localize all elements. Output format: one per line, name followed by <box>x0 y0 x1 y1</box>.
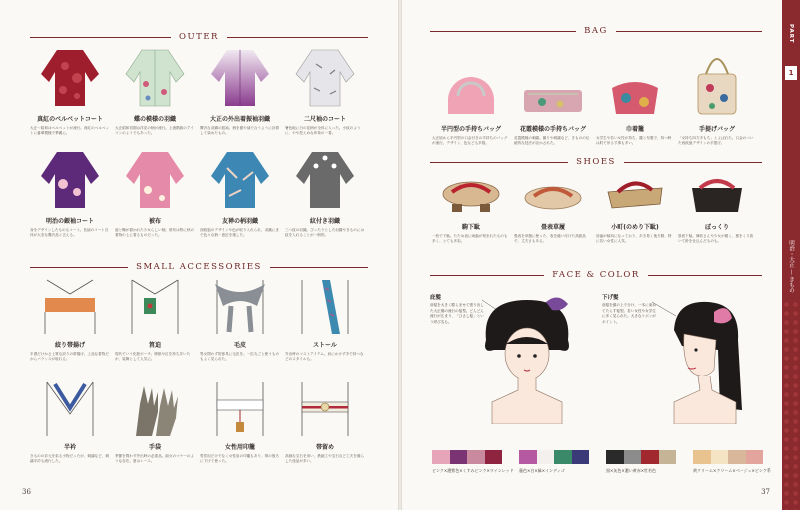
outer-item <box>115 146 195 244</box>
sagegami-desc: 前髪を顔の上で分け、一本に束ねてたらす髪型。若い女性や女学生に多く見られた。大きなリボンがポイント。 <box>602 303 656 324</box>
outer-item-desc: 身をデザインしたものもコート。長袖のコート自体が大変な贅沢品と言える。 <box>30 228 109 238</box>
bag-section-header <box>430 26 762 36</box>
hakoseko-illustration <box>122 276 188 336</box>
palette-swatches <box>432 450 502 464</box>
color-palette <box>519 450 589 474</box>
outer-item-desc: 三つ紋の羽織。ぴったりとした羽織やきものには紋を入れることが一般的。 <box>285 228 365 238</box>
outer-item-name: 明治の銀袖コート <box>45 218 94 225</box>
palette-swatches <box>519 450 589 464</box>
chapter-tab-pattern <box>782 300 800 510</box>
shoe-item-desc: 畳表を草履に使った、表を縫い付けた高級品で、丈夫さもある。 <box>514 234 586 244</box>
outer-item-desc: 贅沢な羽織の振袖。柄を裾や袖で合うように計算して染めたもの。 <box>200 126 280 136</box>
shoe-item <box>596 168 674 250</box>
swatch <box>519 450 537 464</box>
swatch <box>572 450 590 464</box>
swatch <box>659 450 677 464</box>
accessory-item-desc: 高価な宝石を用い、鉄細工や宝石など工夫を凝らした逸品が多い。 <box>285 454 365 464</box>
bag-item <box>432 40 510 152</box>
outer-item <box>285 146 365 244</box>
swatch <box>450 450 468 464</box>
half-round-bag-illustration <box>438 40 504 120</box>
color-palette <box>432 450 514 474</box>
swatch <box>624 450 642 464</box>
nomeri-geta-illustration <box>602 168 668 218</box>
bag-item-name: 半円型の手持ちバッグ <box>440 126 501 133</box>
swatch <box>711 450 729 464</box>
accessory-item-name: 女性用印籠 <box>224 444 255 451</box>
montsuki-haori-illustration <box>292 146 358 212</box>
swatch <box>728 450 746 464</box>
outer-item <box>200 146 280 244</box>
accessory-item-name: 帯留め <box>315 444 334 451</box>
chapter-tab-era: 明治・大正 — きもの <box>788 240 794 293</box>
shoes-section-title: SHOES <box>576 157 616 167</box>
outer-item-name: 友禅の柄羽織 <box>221 218 258 225</box>
swatch <box>432 450 450 464</box>
chapter-tab-part: PART <box>788 24 794 44</box>
outer-item-name: 被布 <box>148 218 161 225</box>
chapter-tab <box>782 0 800 510</box>
palette-caption: ピンク×濃紫色×くすみピンク×ワインレッド <box>432 468 514 473</box>
accessory-item-name: 手袋 <box>148 444 161 451</box>
sagegami-face-illustration <box>648 290 758 424</box>
shoe-item <box>432 168 510 250</box>
accessory-item <box>30 276 110 368</box>
hisashigami-desc: 前髪を大きく膨らませて張り出した大正期の流行の髪型。どんどん流行が広まり、「ひさし髪」という呼び名も。 <box>430 303 484 324</box>
shoe-item-name: 畳表草履 <box>540 224 565 231</box>
face-section-title: FACE & COLOR <box>552 270 640 280</box>
pokkuri-illustration <box>684 168 750 218</box>
inro-illustration <box>207 378 273 438</box>
gloves-illustration <box>122 378 188 438</box>
right-page <box>402 0 800 510</box>
hisashigami-face-illustration <box>472 290 582 424</box>
accessory-item-name: 絞り帯揚げ <box>54 342 85 349</box>
outer-item-desc: 旋と鞠が描かれた少女らしい柄。被布は特に秋の着物の上に着るものだった。 <box>115 228 195 238</box>
accessory-item <box>200 276 280 368</box>
yuzen-haori-illustration <box>207 146 273 212</box>
shoes-section-header <box>430 157 762 167</box>
outer-item-name: 蝶の模様の羽織 <box>133 116 176 123</box>
accessory-item <box>285 378 365 470</box>
face-section-header <box>430 270 762 280</box>
shoe-item-name: ぽっくり <box>704 224 729 231</box>
nishakusode-coat-illustration <box>292 44 358 110</box>
color-palette <box>693 450 771 474</box>
accessory-item-name: 筥迫 <box>148 342 161 349</box>
chapter-tab-number: 1 <box>785 66 797 80</box>
embroidered-clutch-illustration <box>520 40 586 120</box>
bag-item <box>514 40 592 152</box>
swatch <box>485 450 503 464</box>
bag-item <box>596 40 674 152</box>
bag-item-desc: 女学生や若い女性が持ち、籠と布製で、持つ時は肘で吊るす事も多い。 <box>596 136 672 146</box>
accessory-item-desc: 季節を問わず外出時の必需品。淑女のマナーのような存在。夏はレース。 <box>115 454 195 464</box>
page-number-right: 37 <box>761 488 770 496</box>
accessory-item <box>200 378 280 470</box>
outer-item <box>200 44 280 142</box>
palette-swatches <box>693 450 763 464</box>
accessory-item-desc: きものの衿元を彩る小物だったが、刺繍など、刺繍半衿も流行した。 <box>30 454 110 464</box>
accessory-item-name: ストール <box>313 342 337 349</box>
shoe-item <box>678 168 756 250</box>
swatch <box>537 450 555 464</box>
tatami-zori-illustration <box>520 168 586 218</box>
shoe-item-name: 小町(のめり下駄) <box>611 224 659 231</box>
swatch <box>693 450 711 464</box>
outer-item <box>30 146 110 244</box>
bag-item-name: 手提げバッグ <box>698 126 735 133</box>
outer-item-desc: 暑色地に白の花柄が全体に入った。小紋のように、やや控えめな印象の一着。 <box>285 126 361 136</box>
swatch <box>606 450 624 464</box>
outer-item <box>285 44 365 142</box>
hifu-illustration <box>122 146 188 212</box>
haneri-illustration <box>37 378 103 438</box>
accessory-item-desc: 男性用だけでなく女性用の印籠もあり、帯の後ろに下げて使った。 <box>200 454 280 464</box>
furisode-haori-illustration <box>207 44 273 110</box>
outer-item-name: 二尺袖のコート <box>303 116 346 123</box>
outer-section-header <box>30 32 368 42</box>
obidome-illustration <box>292 378 358 438</box>
accessory-item-desc: 半襟だけかさ上質な絞りの帯揚げ。上品な着物だからバランスが取れる。 <box>30 352 109 362</box>
bag-item-desc: 大正頃から半円型の口金付きの手持ちのバッグが流行。デザイン、色なども多数。 <box>432 136 508 146</box>
outer-section-title: OUTER <box>179 32 219 42</box>
accessory-item <box>115 378 195 470</box>
shoe-item-desc: 一枚で下駄。たため表に両歯が刻まれたものも多く、とても多彩。 <box>432 234 508 244</box>
shoe-item-name: 駒下駄 <box>461 224 480 231</box>
left-page <box>0 0 398 510</box>
accessory-item-desc: 男女問わず防寒具に毛皮を。一匹丸ごと使うものもよく見られた。 <box>200 352 280 362</box>
velvet-coat-illustration <box>37 44 103 110</box>
bag-item-name: 花霞模様の手持ちバッグ <box>519 126 586 133</box>
swatch <box>641 450 659 464</box>
outer-item <box>115 44 195 142</box>
handbag-illustration <box>684 40 750 120</box>
shoe-item <box>514 168 592 250</box>
outer-item <box>30 44 110 142</box>
kinchaku-basket-illustration <box>602 40 668 120</box>
butterfly-haori-illustration <box>122 44 188 110</box>
outer-item-desc: 大正〜昭和はベルベットが流行。深紅のベルベットに番傘模様で華麗に。 <box>30 126 110 136</box>
bag-item-name: 巾着籠 <box>625 126 644 133</box>
accessory-item <box>115 276 195 368</box>
fur-stole-illustration <box>207 276 273 336</box>
outer-item-desc: 大正昭和初期は洋花の柄が流行。上流階級のアイコンのようでもあった。 <box>115 126 194 136</box>
outer-item-name: 大正の外出着振袖羽織 <box>209 116 270 123</box>
accessory-item <box>285 276 365 368</box>
outer-item-desc: 西欧風のデザインや色が取り入れられ、羽織にまで色々な柄・意匠を施した。 <box>200 228 280 238</box>
accessories-section-header <box>30 262 368 272</box>
obiage-illustration <box>37 276 103 336</box>
palette-swatches <box>606 450 676 464</box>
palette-caption: 藤色×白×緑×インディゴ <box>519 468 565 473</box>
accessory-item-desc: 外出時のマストアイテム。肩にかけず手で持つなどのスタイルも。 <box>285 352 364 362</box>
bag-item-desc: 「女持ち四方手もち」とよばれた。口金のついた西欧風デザインの手提げ。 <box>678 136 754 146</box>
accessory-item-desc: 現代でいう化粧ポーチ。懐紙や紅を持ち歩いたが、装飾として人気に。 <box>115 352 191 362</box>
accessory-item <box>30 378 110 470</box>
outer-item-name: 真紅のベルベットコート <box>37 116 103 123</box>
shoe-item-desc: 厚底下駄。舞妓さんや少女が履く、裏をくり抜いて鈴を仕込んだものも。 <box>678 234 754 244</box>
page-number-left: 36 <box>22 488 31 496</box>
accessory-item-name: 毛皮 <box>233 342 246 349</box>
color-palette <box>606 450 676 474</box>
palette-caption: 黄クリーム×クリーム×ベージュ×ピンク系 <box>693 468 771 473</box>
swatch <box>467 450 485 464</box>
bag-section-title: BAG <box>584 26 608 36</box>
koma-geta-illustration <box>438 168 504 218</box>
shoe-item-desc: 前歯が傾斜になっており、歩き易く後ろ側、特に若い女性に人気。 <box>596 234 672 244</box>
outer-item-name: 紋付き羽織 <box>309 218 340 225</box>
bag-item <box>678 40 756 152</box>
ginsode-coat-illustration <box>37 146 103 212</box>
stole-illustration <box>292 276 358 336</box>
sagegami-label: 下げ髪 <box>602 295 619 301</box>
accessory-item-name: 半衿 <box>63 444 76 451</box>
hisashigami-label: 庇髪 <box>430 295 442 301</box>
bag-item-desc: 花霞模様の刺繍。織りや刺繍など、きものの伝統的な技法が活かされた。 <box>514 136 590 146</box>
swatch <box>746 450 764 464</box>
swatch <box>554 450 572 464</box>
accessories-section-title: SMALL ACCESSORIES <box>136 262 262 272</box>
palette-caption: 黒×灰色×濃い黄赤×牡若色 <box>606 468 657 473</box>
